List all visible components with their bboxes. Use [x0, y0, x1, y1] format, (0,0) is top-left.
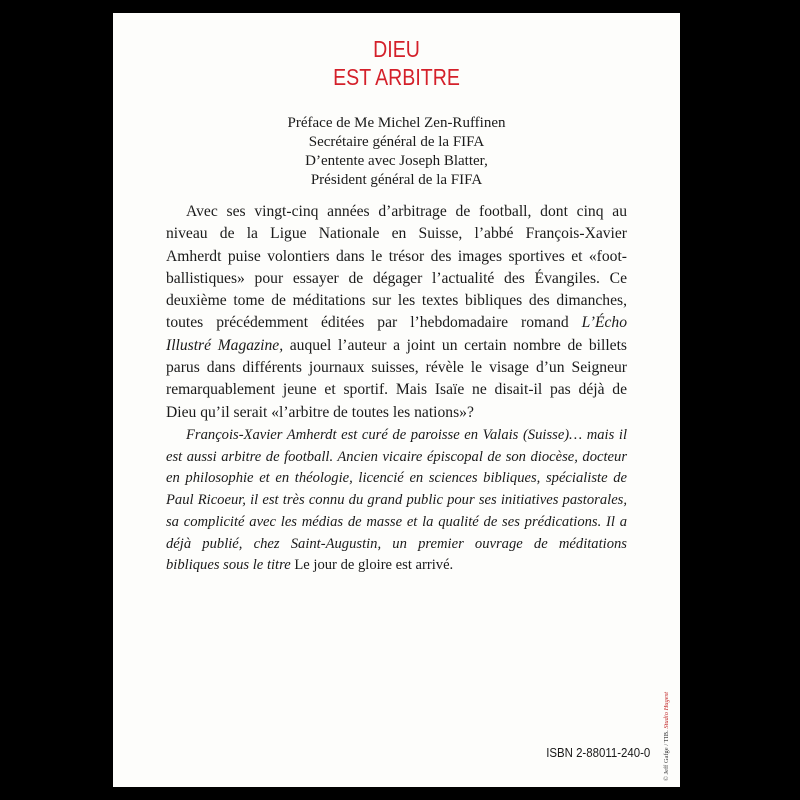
- description-line: [166, 335, 627, 357]
- publication-title: Illustré Magazine,: [166, 336, 284, 354]
- description-line: [166, 312, 627, 334]
- description-text: auquel l’auteur a joint un certain nombre de billets: [283, 336, 627, 354]
- bio-line: sa complicité avec les médias de masse et la qualité de ses prédications. Il a: [166, 513, 627, 530]
- preface-credits: [113, 114, 680, 190]
- bio-text: bibliques sous le titre: [166, 557, 291, 574]
- description-line: Dieu qu’il serait «l’arbitre de toutes les nations»?: [166, 403, 474, 421]
- bio-line: [166, 555, 627, 577]
- book-back-cover: [113, 13, 680, 787]
- book-title: [156, 35, 638, 91]
- description-line: ballistiques» pour essayer de dégager l’actualité des Évangiles. Ce: [166, 269, 627, 287]
- preface-line: Secrétaire général de la FIFA: [308, 134, 485, 150]
- publication-title: L’Écho: [581, 314, 627, 332]
- title-line-2: EST ARBITRE: [333, 64, 460, 90]
- bio-line: est aussi arbitre de football. Ancien vicaire épiscopal de son diocèse, docteur: [166, 448, 627, 465]
- author-bio: [166, 425, 627, 577]
- isbn: ISBN 2-88011-240-0: [545, 745, 650, 760]
- studio-credit: Studio Hugest: [663, 691, 670, 729]
- bio-line: François-Xavier Amherdt est curé de paroisse en Valais (Suisse)… mais il: [186, 427, 627, 443]
- description-text: toutes précédemment éditées par l’hebdomadaire romand: [166, 314, 582, 332]
- previous-book-title: Le jour de gloire est arrivé.: [290, 557, 454, 574]
- description-line: Amherdt puise volontiers dans le trésor des images sportives et «foot-: [166, 247, 627, 265]
- photo-credit-text: © Jeff Gafge / TIB.: [663, 730, 670, 781]
- description-line: niveau de la Ligue Nationale en Suisse, l’abbé François-Xavier: [166, 225, 627, 243]
- bio-line: Paul Ricoeur, il est très connu du grand public pour ses initiatives pastorales,: [166, 492, 627, 509]
- title-line-1: DIEU: [373, 36, 420, 62]
- preface-line: Président général de la FIFA: [310, 172, 483, 188]
- description-line: parus dans différents journaux suisses, révèle le visage d’un Seigneur: [166, 359, 627, 377]
- preface-line: Préface de Me Michel Zen-Ruffinen: [287, 115, 506, 131]
- description-line: remarquablement jeune et sportif. Mais Isaïe ne disait-il pas déjà de: [166, 381, 627, 399]
- preface-line: D’entente avec Joseph Blatter,: [305, 153, 488, 169]
- photo-credit: [663, 611, 673, 781]
- description-line: deuxième tome de méditations sur les textes bibliques des dimanches,: [166, 292, 627, 310]
- bio-line: déjà publié, chez Saint-Augustin, un premier ouvrage de méditations: [166, 535, 627, 552]
- description-line: Avec ses vingt-cinq années d’arbitrage de football, dont cinq au: [186, 203, 627, 220]
- bio-line: en philosophie et en théologie, licencié en sciences bibliques, spécialiste de: [166, 470, 627, 487]
- book-description: [166, 201, 627, 424]
